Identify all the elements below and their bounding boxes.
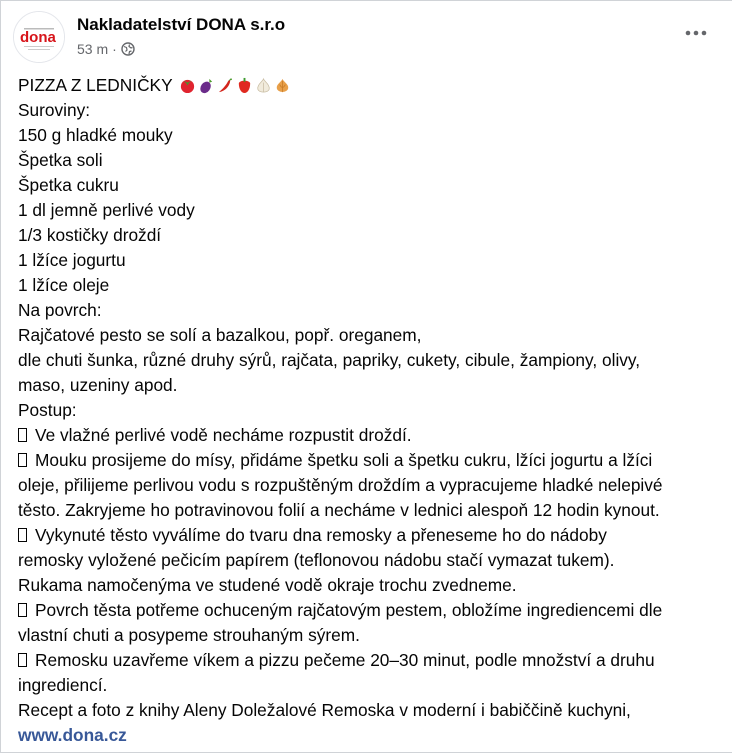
step-text: Ve vlažné perlivé vodě necháme rozpustit droždí.: [35, 425, 412, 445]
ingredient-item: Špetka soli: [18, 150, 103, 170]
step-continuation: remosky vyložené pečicím papírem (teflonovou nádobu stačí vymazat tukem).: [18, 550, 615, 570]
eggplant-emoji-icon: [198, 77, 215, 94]
topping-heading: Na povrch:: [18, 300, 102, 320]
step-3: [18, 523, 723, 548]
ingredient-item: 1/3 kostičky droždí: [18, 225, 162, 245]
step-continuation: vlastní chuti a posypeme strouhaným sýrem.: [18, 625, 360, 645]
step-2: [18, 448, 723, 473]
avatar[interactable]: [13, 11, 65, 63]
title-emojis: [179, 77, 291, 94]
step-continuation: těsto. Zakryjeme ho potravinovou folií a necháme v lednici alespoň 12 hodin kynout.: [18, 500, 660, 520]
page-name[interactable]: Nakladatelství DONA s.r.o: [77, 15, 286, 34]
post-text: [18, 73, 723, 748]
step-5: [18, 648, 723, 673]
post-title: PIZZA Z LEDNIČKY: [18, 75, 173, 95]
step-continuation: ingrediencí.: [18, 675, 108, 695]
missing-glyph-icon: [18, 453, 27, 467]
step-text: Remosku uzavřeme víkem a pizzu pečeme 20–30 minut, podle množství a druhu: [35, 650, 655, 670]
topping-line: dle chuti šunka, různé druhy sýrů, rajčata, papriky, cukety, cibule, žampiony, olivy,: [18, 350, 641, 370]
step-text: Povrch těsta potřeme ochuceným rajčatovým pestem, obložíme ingrediencemi dle: [35, 600, 663, 620]
avatar-logo-text: dona: [20, 29, 56, 46]
topping-line: maso, uzeniny apod.: [18, 375, 178, 395]
ingredients-heading: Suroviny:: [18, 100, 91, 120]
ingredient-item: 1 lžíce jogurtu: [18, 250, 126, 270]
hot-pepper-emoji-icon: [217, 77, 234, 94]
onion-emoji-icon: [274, 77, 291, 94]
step-text: Mouku prosijeme do mísy, přidáme špetku soli a špetku cukru, lžíci jogurtu a lžíci: [35, 450, 653, 470]
post-title-row: [18, 73, 723, 98]
steps-heading: Postup:: [18, 400, 77, 420]
ingredient-item: 1 dl jemně perlivé vody: [18, 200, 195, 220]
step-4: [18, 598, 723, 623]
ingredient-item: 1 lžíce oleje: [18, 275, 110, 295]
ingredient-item: Špetka cukru: [18, 175, 119, 195]
bell-pepper-emoji-icon: [236, 77, 253, 94]
step-1: [18, 423, 723, 448]
garlic-emoji-icon: [255, 77, 272, 94]
more-options-button[interactable]: [678, 21, 714, 45]
missing-glyph-icon: [18, 603, 27, 617]
step-text: Vykynuté těsto vyválíme do tvaru dna remosky a přeneseme ho do nádoby: [35, 525, 607, 545]
globe-icon: [121, 42, 135, 56]
missing-glyph-icon: [18, 653, 27, 667]
credit-line: Recept a foto z knihy Aleny Doležalové Remoska v moderní i babiččině kuchyni,: [18, 700, 631, 720]
tomato-emoji-icon: [179, 77, 196, 94]
topping-line: Rajčatové pesto se solí a bazalkou, popř. oreganem,: [18, 325, 422, 345]
website-link[interactable]: www.dona.cz: [18, 725, 127, 745]
step-continuation: oleje, přilijeme perlivou vodu s rozpuštěným droždím a vypracujeme hladké nelepivé: [18, 475, 663, 495]
step-continuation: Rukama namočenýma ve studené vodě okraje trochu zvedneme.: [18, 575, 517, 595]
missing-glyph-icon: [18, 528, 27, 542]
post-header: [13, 11, 720, 65]
missing-glyph-icon: [18, 428, 27, 442]
meta-separator: ·: [112, 41, 117, 57]
dona-logo-icon: [14, 12, 64, 62]
post-time[interactable]: 53 m: [77, 41, 109, 57]
more-options-icon: [685, 30, 707, 36]
ingredient-item: 150 g hladké mouky: [18, 125, 173, 145]
post-meta: [77, 41, 135, 57]
